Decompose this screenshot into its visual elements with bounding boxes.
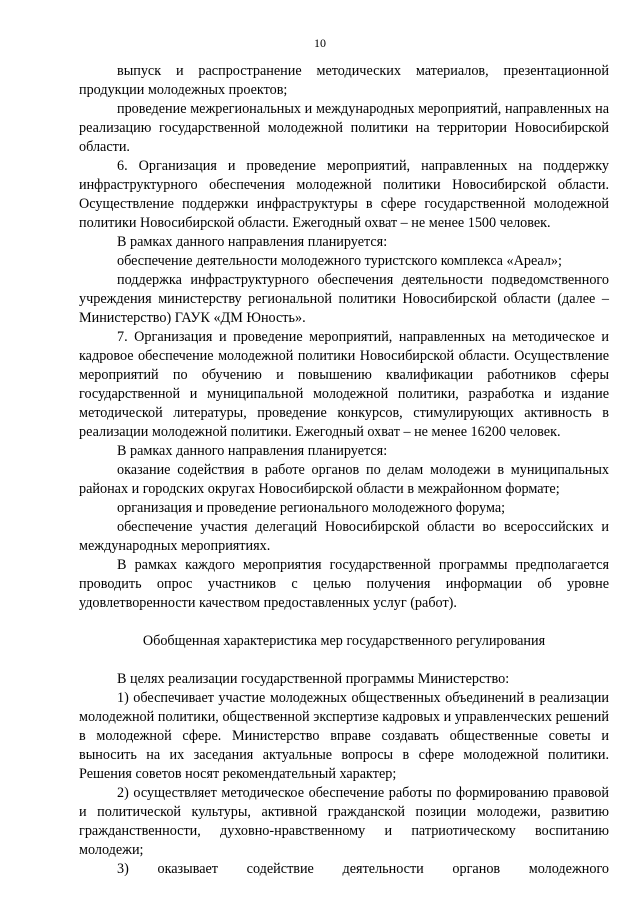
paragraph: 1) обеспечивает участие молодежных общественных объединений в реализации молодежной политики, общественной экспертизе кадровых и управленческих решений в молодежной сфере. Министерство вправе создавать общественные советы и выносить на их заседания актуальные вопросы в сфере молодежной политики. Решения советов носят рекомендательный характер; bbox=[79, 690, 609, 782]
section-heading: Обобщенная характеристика мер государственного регулирования bbox=[142, 633, 546, 649]
paragraph: проведение межрегиональных и международных мероприятий, направленных на реализацию государственной молодежной политики на территории Новосибирской области. bbox=[79, 101, 609, 155]
paragraph: обеспечение участия делегаций Новосибирской области во всероссийских и международных мероприятиях. bbox=[79, 519, 609, 554]
paragraph: 6. Организация и проведение мероприятий, направленных на поддержку инфраструктурного обеспечения молодежной политики Новосибирской области. Осуществление поддержки инфраструктуры в сфере государственной молодежной политики Новосибирской области. Ежегодный охват – не менее 1500 человек. bbox=[79, 158, 609, 231]
paragraph: обеспечение деятельности молодежного туристского комплекса «Ареал»; bbox=[117, 253, 562, 269]
document-body bbox=[79, 62, 609, 879]
paragraph: организация и проведение регионального молодежного форума; bbox=[117, 500, 506, 516]
paragraph: В целях реализации государственной программы Министерство: bbox=[117, 671, 510, 687]
paragraph: оказание содействия в работе органов по делам молодежи в муниципальных районах и городских округах Новосибирской области в межрайонном формате; bbox=[79, 462, 609, 497]
paragraph: В рамках данного направления планируется: bbox=[117, 443, 388, 459]
paragraph: В рамках каждого мероприятия государственной программы предполагается проводить опрос участников с целью получения информации об уровне удовлетворенности качеством предоставленных услуг (работ). bbox=[79, 557, 609, 611]
paragraph: выпуск и распространение методических материалов, презентационной продукции молодежных проектов; bbox=[79, 63, 609, 98]
paragraph: 2) осуществляет методическое обеспечение работы по формированию правовой и политической культуры, активной гражданской позиции молодежи, развитию гражданственности, духовно-нравственному и патриотическому воспитанию молодежи; bbox=[79, 785, 609, 858]
paragraph: поддержка инфраструктурного обеспечения деятельности подведомственного учреждения министерству региональной политики Новосибирской области (далее – Министерство) ГАУК «ДМ Юность». bbox=[79, 272, 609, 326]
paragraph: 3) оказывает содействие деятельности органов молодежного bbox=[117, 861, 609, 877]
paragraph: В рамках данного направления планируется: bbox=[117, 234, 388, 250]
page-number: 10 bbox=[314, 36, 326, 50]
paragraph: 7. Организация и проведение мероприятий, направленных на методическое и кадровое обеспечение молодежной политики Новосибирской области. Осуществление мероприятий по обучению и повышению квалификации работников сферы государственной и муниципальной молодежной политики, разработка и издание методической литературы, проведение конкурсов, стимулирующих активность в реализации молодежной политики. Ежегодный охват – не менее 16200 человек. bbox=[79, 329, 609, 440]
